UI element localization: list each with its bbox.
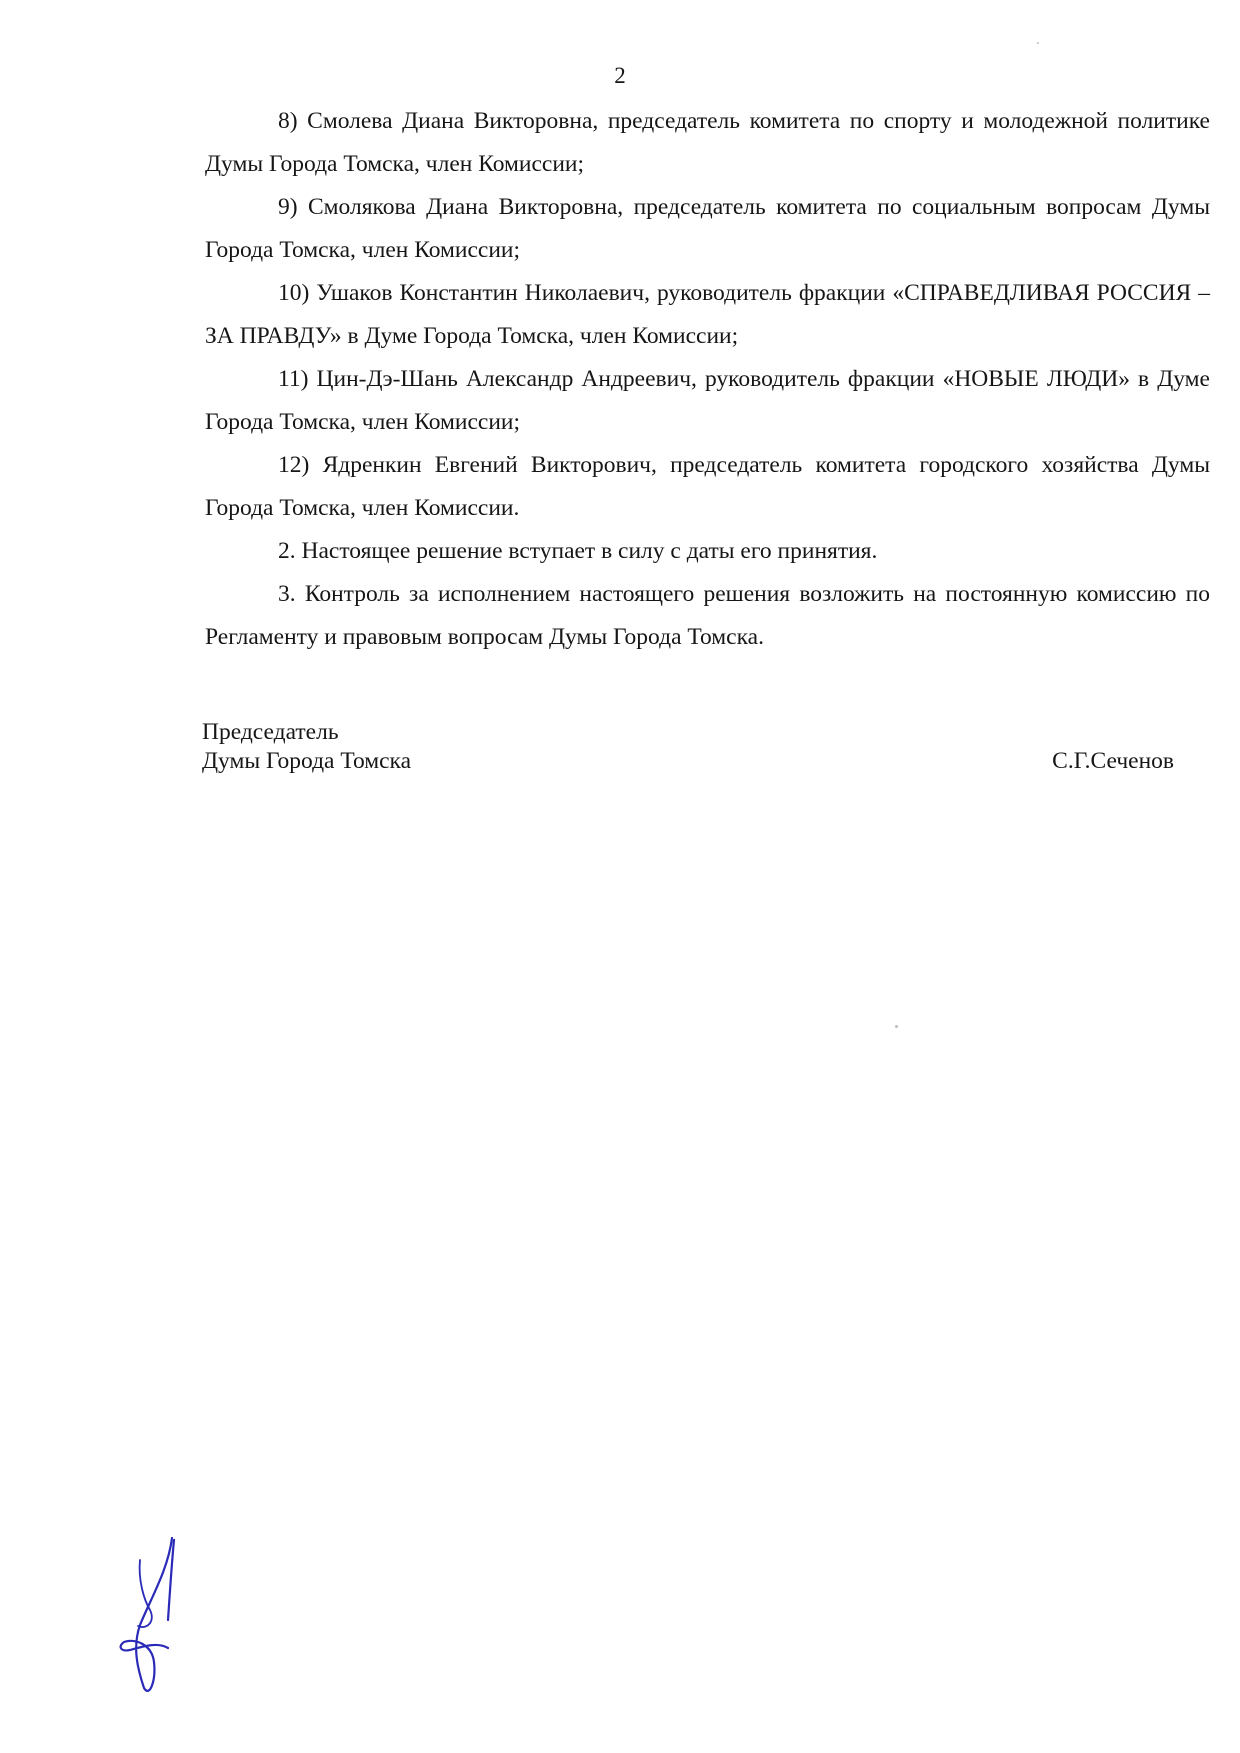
member-item-10: 10) Ушаков Константин Николаевич, руководитель фракции «СПРАВЕДЛИВАЯ РОССИЯ – ЗА ПРАВДУ» в Думе Города Томска, член Комиссии; xyxy=(205,280,1210,349)
ink-stroke-2 xyxy=(138,1560,152,1627)
member-item-11: 11) Цин-Дэ-Шань Александр Андреевич, руководитель фракции «НОВЫЕ ЛЮДИ» в Думе Города Томска, член Комиссии; xyxy=(205,366,1210,435)
scan-speck xyxy=(895,1025,898,1028)
signatory-title-line1: Председатель xyxy=(202,719,339,745)
document-body xyxy=(205,100,1210,659)
member-item-12: 12) Ядренкин Евгений Викторович, председатель комитета городского хозяйства Думы Города Томска, член Комиссии. xyxy=(205,452,1210,521)
signatory-name: С.Г.Сеченов xyxy=(1052,748,1174,774)
signature-block xyxy=(202,718,1174,776)
signatory-title-line2: Думы Города Томска xyxy=(202,748,412,774)
clause-2: 2. Настоящее решение вступает в силу с даты его принятия. xyxy=(278,538,878,564)
ink-stroke xyxy=(121,1538,174,1691)
clause-3: 3. Контроль за исполнением настоящего решения возложить на постоянную комиссию по Регламенту и правовым вопросам Думы Города Томска. xyxy=(205,581,1210,650)
member-item-9: 9) Смолякова Диана Викторовна, председатель комитета по социальным вопросам Думы Города Томска, член Комиссии; xyxy=(205,194,1210,263)
member-item-8: 8) Смолева Диана Викторовна, председатель комитета по спорту и молодежной политике Думы Города Томска, член Комиссии; xyxy=(205,108,1210,177)
scan-speck xyxy=(1037,42,1039,44)
handwritten-initial-mark xyxy=(110,1530,210,1700)
page-number: 2 xyxy=(614,63,626,88)
